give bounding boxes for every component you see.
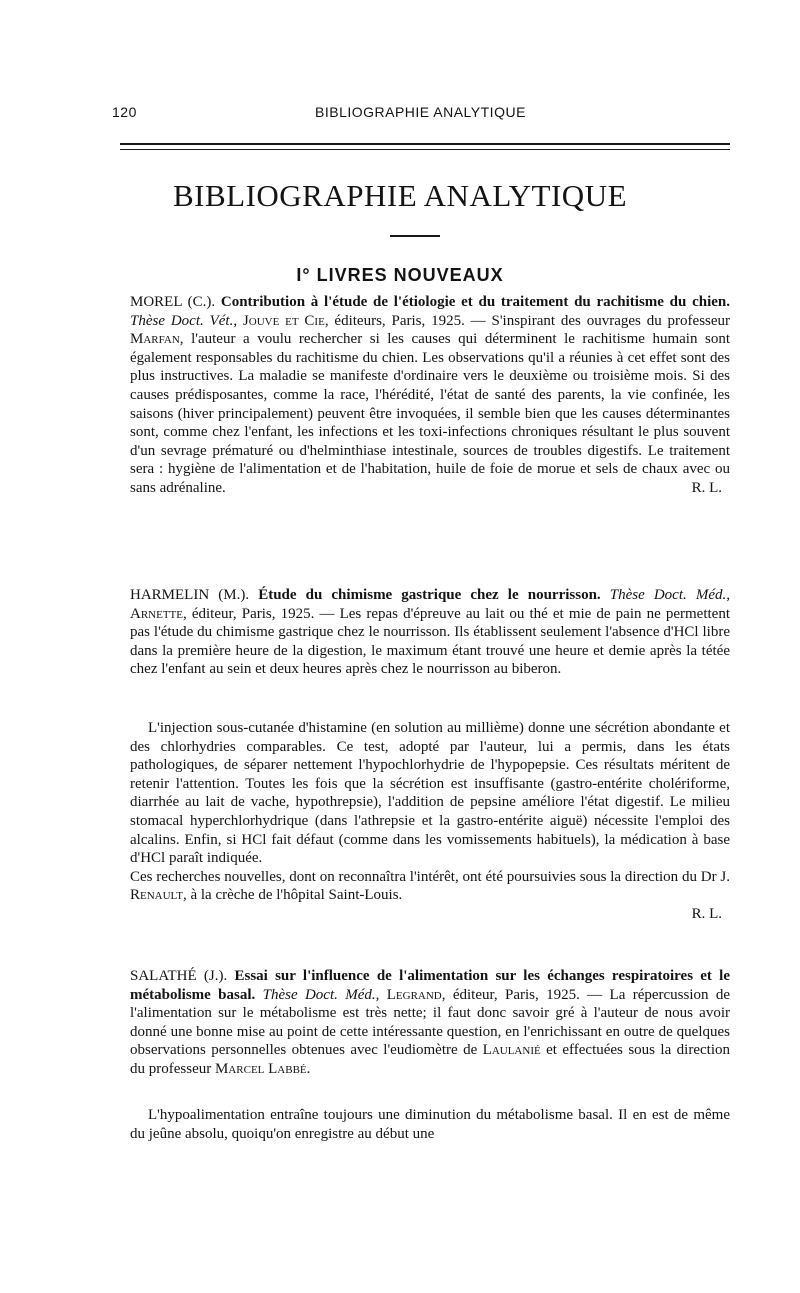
entry-harmelin-continued: [130, 719, 730, 969]
entry-mentor: Marfan,: [130, 331, 184, 348]
section-heading: I° LIVRES NOUVEAUX: [296, 265, 504, 285]
entry-director: Renault,: [130, 887, 187, 904]
entry-journal: Thèse Doct. Méd.,: [262, 986, 380, 1003]
page-title: BIBLIOGRAPHIE ANALYTIQUE: [172, 178, 628, 213]
title-divider: [390, 235, 440, 237]
entry-body: l'auteur a voulu rechercher si les causes qui déterminent le rachitisme humain sont également responsables du rachitisme du chien. Les observations qu'il a réunies à cet effet sont des plus instructives. La maladie se manifeste d'ordinaire vers le deuxième ou troisième mois. Si des causes prédisposantes, comme la race, l'hérédité, l'état de santé des parents, la vie confinée, les saisons (hiver principalement) peuvent être invoquées, il semble bien que les causes déterminantes sont, comme chez l'enfant, les infections et les toxi-infections chroniques résultant le plus souvent d'un sevrage prématuré ou d'helminthiase intestinale, sources de troubles digestifs. Le traitement sera : hygiène de l'alimentation et de l'habitation, huile de foie de morue et sels de chaux avec ou sans adrénaline.: [130, 331, 730, 496]
entry-salathe: [130, 967, 730, 1107]
entry-instrument: Laulanié: [482, 1042, 541, 1059]
entry-title: Contribution à l'étude de l'étiologie et du traitement du rachitisme du chien.: [220, 294, 730, 310]
entry-title: Étude du chimisme gastrique chez le nourrisson.: [258, 587, 601, 603]
entry-title: Essai sur l'influence de l'alimentation sur les échanges respiratoires et le métabolisme basal.: [130, 968, 731, 1003]
page-number: 120: [112, 104, 137, 120]
entry-author: HARMELIN (M.).: [130, 587, 250, 603]
entry-publication: éditeurs, Paris, 1925. — S'inspirant des ouvrages du professeur: [328, 312, 731, 329]
entry-body-2: L'injection sous-cutanée d'histamine (en solution au millième) donne une sécrétion abondante et des chlorhydries comparables. Ce test, adopté par l'auteur, lui a permis, dans les états pathologiques, de séparer nettement l'hypochlorhydrie de l'hypopepsie. Ces résultats méritent de retenir l'attention. Toutes les fois que la sécrétion est insuffisante (gastro-entérite cholériforme, diarrhée au lait de vache, hypothrepsie), l'addition de pepsine améliore l'état digestif. Le milieu stomacal hyperchlorhydrique (dans l'athrepsie et la gastro-entérite aiguë) nécessite l'emploi des alcalins. Enfin, si HCl fait défaut (comme dans les vomissements habituels), la médication à base d'HCl paraît indiquée.: [130, 720, 730, 867]
entry-body-3: Ces recherches nouvelles, dont on reconnaîtra l'intérêt, ont été poursuivies sous la direction du Dr J.: [130, 868, 730, 885]
entry-salathe-continued: [130, 1106, 730, 1146]
entry-body-3-end: à la crèche de l'hôpital Saint-Louis.: [186, 887, 403, 904]
entry-body: La répercussion de l'alimentation sur le métabolisme est très nette; il faut donc savoir gré à l'auteur de nous avoir donné une bonne mise au point de cette intéressante question, en l'enrichissant en outre de quelques observations personnelles obtenues avec l'eudiomètre de: [130, 986, 731, 1059]
entry-signature: R. L.: [691, 479, 722, 496]
entry-author: MOREL (C.).: [130, 294, 216, 310]
entry-body-mid: et effectuées sous la direction du professeur: [130, 1042, 730, 1077]
entry-journal: Thèse Doct. Vét.,: [130, 312, 238, 329]
header-rule-thin: [120, 149, 730, 150]
entry-body: Les repas d'épreuve au lait ou thé et mie de pain ne permettent pas l'étude du chimisme gastrique chez le nourrisson. Ils établissent seulement l'absence d'HCl libre dans la première heure de la digestion, le maximum étant trouvé une heure et demie après la tétée chez l'enfant au sein et deux heures après chez le nourrisson au biberon.: [130, 605, 731, 678]
entry-morel: [130, 293, 730, 603]
entry-publisher: Legrand,: [386, 986, 446, 1003]
entry-publication: éditeur, Paris, 1925. —: [445, 986, 610, 1003]
entry-signature: R. L.: [691, 905, 722, 922]
running-header: [112, 104, 732, 126]
entry-publisher: Jouve et Cie,: [242, 312, 329, 329]
entry-professor: Marcel Labbé.: [214, 1060, 311, 1077]
running-title: BIBLIOGRAPHIE ANALYTIQUE: [315, 104, 526, 120]
entry-harmelin: [130, 586, 730, 726]
entry-publication: éditeur, Paris, 1925. —: [186, 605, 340, 622]
entry-journal: Thèse Doct. Méd.,: [609, 587, 730, 603]
entry-body-2: L'hypoalimentation entraîne toujours une diminution du métabolisme basal. Il en est de même du jeûne absolu, quoiqu'on enregistre au début une: [130, 1107, 730, 1142]
entry-author: SALATHÉ (J.).: [130, 968, 228, 984]
header-rule-thick: [120, 143, 730, 145]
entry-publisher: Arnette,: [130, 605, 187, 622]
